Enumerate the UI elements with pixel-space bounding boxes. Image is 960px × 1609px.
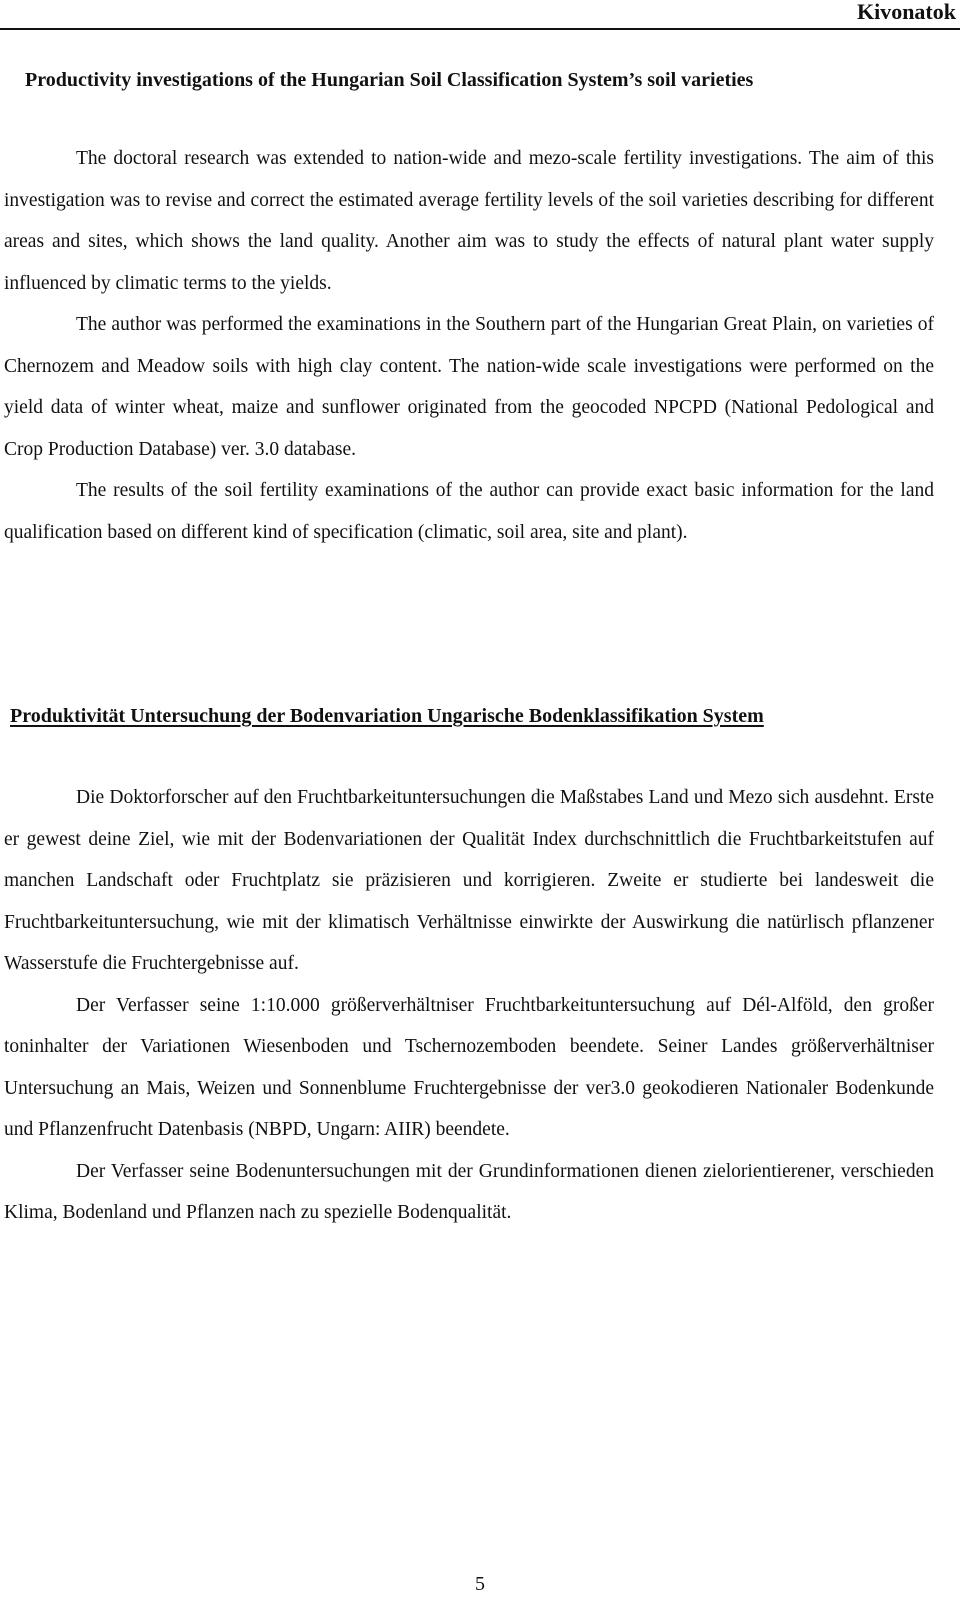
english-abstract (4, 138, 934, 553)
german-paragraph-1: Die Doktorforscher auf den Fruchtbarkeituntersuchungen die Maßstabes Land und Mezo sich ausdehnt. Erste er gewest deine Ziel, wie mit der Bodenvariationen der Qualität Index durchschnittlich die Fruchtbarkeitstufen auf manchen Landschaft oder Fruchtplatz sie präzisieren und korrigieren. Zweite er studierte bei landesweit die Fruchtbarkeituntersuchung, wie mit der klimatisch Verhältnisse einwirkte der Auswirkung die natürlisch pflanzener Wasserstufe die Fruchtergebnisse auf. (4, 787, 934, 974)
english-paragraph-2: The author was performed the examinations in the Southern part of the Hungarian Great Plain, on varieties of Chernozem and Meadow soils with high clay content. The nation-wide scale investigations were performed on the yield data of winter wheat, maize and sunflower originated from the geocoded NPCPD (National Pedological and Crop Production Database) ver. 3.0 database. (4, 314, 934, 460)
german-paragraph-3: Der Verfasser seine Bodenuntersuchungen mit der Grundinformationen dienen zielorientierener, verschieden Klima, Bodenland und Pflanzen nach zu spezielle Bodenqualität. (4, 1160, 934, 1223)
running-header-title: Kivonatok (856, 0, 956, 24)
german-section-title: Produktivität Untersuchung der Bodenvariation Ungarische Bodenklassifikation System (10, 705, 764, 727)
english-section-title: Productivity investigations of the Hungarian Soil Classification System’s soil varieties (25, 69, 754, 91)
english-paragraph-3: The results of the soil fertility examinations of the author can provide exact basic information for the land qualification based on different kind of specification (climatic, soil area, site and plant). (4, 480, 934, 543)
english-paragraph-1: The doctoral research was extended to nation-wide and mezo-scale fertility investigations. The aim of this investigation was to revise and correct the estimated average fertility levels of the soil varieties describing for different areas and sites, which shows the land quality. Another aim was to study the effects of natural plant water supply influenced by climatic terms to the yields. (4, 148, 934, 294)
running-header (0, 0, 960, 30)
german-abstract (4, 777, 934, 1234)
german-paragraph-2: Der Verfasser seine 1:10.000 größerverhältniser Fruchtbarkeituntersuchung auf Dél-Alföld, den großer toninhalter der Variationen Wiesenboden und Tschernozemboden beendete. Seiner Landes größerverhältniser Untersuchung an Mais, Weizen und Sonnenblume Fruchtergebnisse der ver3.0 geokodieren Nationaler Bodenkunde und Pflanzenfrucht Datenbasis (NBPD, Ungarn: AIIR) beendete. (4, 994, 934, 1140)
page-number: 5 (475, 1573, 485, 1595)
